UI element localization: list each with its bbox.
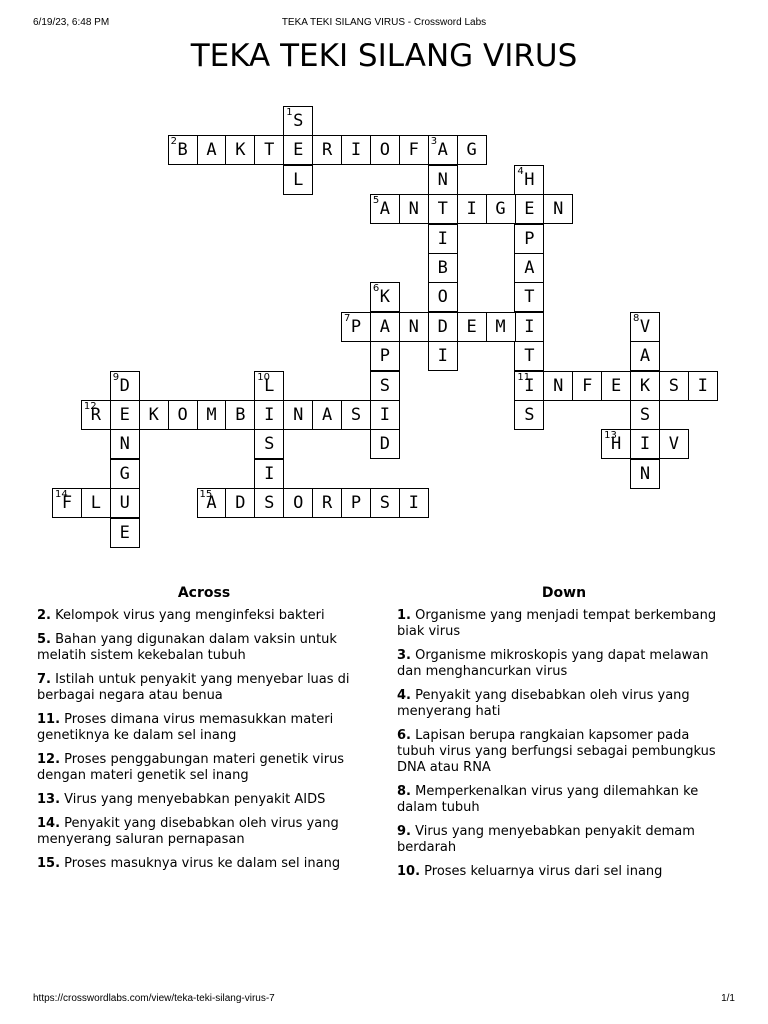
clue-item-text: Virus yang menyebabkan penyakit demam berdarah bbox=[397, 824, 695, 855]
clue-item-text: Virus yang menyebabkan penyakit AIDS bbox=[60, 792, 326, 807]
clue-number: 13 bbox=[604, 430, 617, 442]
grid-cell[interactable] bbox=[370, 371, 400, 401]
grid-cell[interactable] bbox=[254, 488, 284, 518]
grid-cell[interactable] bbox=[428, 135, 458, 165]
cell-letter: I bbox=[264, 405, 275, 425]
grid-cell[interactable] bbox=[254, 135, 284, 165]
grid-cell[interactable] bbox=[630, 459, 660, 489]
clue-number: 8 bbox=[633, 312, 640, 324]
grid-cell[interactable] bbox=[197, 135, 227, 165]
cell-letter: D bbox=[235, 493, 246, 514]
clue-item-text: Proses masuknya virus ke dalam sel inang bbox=[60, 856, 341, 871]
clue-item-text: Lapisan berupa rangkaian kapsomer pada tubuh virus yang berfungsi sebagai pembungkus DNA atau RNA bbox=[397, 728, 716, 775]
clue-item-text: Organisme mikroskopis yang dapat melawan dan menghancurkan virus bbox=[397, 648, 709, 679]
grid-cell[interactable] bbox=[399, 312, 429, 342]
grid-cell[interactable] bbox=[399, 488, 429, 518]
clue-item bbox=[397, 608, 731, 640]
clue-number: 9 bbox=[112, 371, 120, 383]
grid-cell[interactable] bbox=[428, 224, 458, 254]
grid-cell[interactable] bbox=[370, 488, 400, 518]
cell-letter: F bbox=[61, 493, 73, 514]
clue-item-text: Proses penggabungan materi genetik virus dengan materi genetik sel inang bbox=[37, 752, 345, 783]
cell-letter: G bbox=[119, 463, 130, 484]
clue-number: 10 bbox=[257, 371, 271, 383]
clue-item-number: 11. bbox=[37, 712, 61, 727]
cell-letter: N bbox=[119, 434, 130, 455]
grid-cell[interactable] bbox=[399, 135, 429, 165]
cell-letter: N bbox=[408, 199, 419, 220]
print-datetime: 6/19/23, 6:48 PM bbox=[33, 17, 110, 28]
grid-cell[interactable] bbox=[457, 135, 487, 165]
grid-cell[interactable] bbox=[514, 341, 544, 371]
grid-cell[interactable] bbox=[543, 194, 573, 224]
clue-item bbox=[37, 792, 371, 808]
cell-letter: I bbox=[524, 316, 535, 337]
grid-cell[interactable] bbox=[197, 488, 227, 518]
grid-cell[interactable] bbox=[168, 400, 198, 430]
cell-letter: E bbox=[293, 140, 304, 161]
cell-letter: F bbox=[408, 140, 419, 161]
cell-letter: I bbox=[524, 375, 535, 396]
clue-item-text: Istilah untuk penyakit yang menyebar luas di berbagai negara atau benua bbox=[37, 672, 350, 703]
clue-item-text: Kelompok virus yang menginfeksi bakteri bbox=[50, 608, 325, 623]
clue-item-number: 3. bbox=[397, 648, 411, 663]
cell-letter: A bbox=[321, 405, 333, 425]
print-page-number: 1/1 bbox=[721, 993, 735, 1004]
cell-letter: K bbox=[235, 140, 246, 161]
clue-item-number: 10. bbox=[397, 864, 421, 879]
grid-cell[interactable] bbox=[283, 400, 313, 430]
grid-cell[interactable] bbox=[254, 429, 284, 459]
clue-item bbox=[397, 824, 731, 856]
clue-item-number: 15. bbox=[37, 856, 61, 871]
cell-letter: S bbox=[293, 111, 304, 131]
grid-cell[interactable] bbox=[428, 194, 458, 224]
grid-cell[interactable] bbox=[370, 400, 400, 430]
grid-cell[interactable] bbox=[486, 312, 516, 342]
cell-letter: L bbox=[90, 493, 102, 514]
cell-letter: R bbox=[321, 493, 333, 514]
cell-letter: I bbox=[697, 375, 708, 396]
cell-letter: D bbox=[437, 316, 448, 337]
grid-cell[interactable] bbox=[312, 488, 342, 518]
cell-letter: K bbox=[148, 405, 159, 425]
grid-cell[interactable] bbox=[688, 371, 718, 401]
clue-number: 12 bbox=[83, 401, 97, 412]
cell-letter: I bbox=[466, 199, 477, 220]
clue-item bbox=[37, 816, 371, 848]
grid-cell[interactable] bbox=[514, 400, 544, 430]
cell-letter: S bbox=[639, 405, 651, 425]
grid-cell[interactable] bbox=[659, 371, 689, 401]
clue-item-number: 7. bbox=[37, 672, 51, 687]
cell-letter: N bbox=[293, 405, 304, 425]
grid-cell[interactable] bbox=[312, 400, 342, 430]
clue-item-number: 13. bbox=[37, 792, 61, 807]
page-title: TEKA TEKI SILANG VIRUS bbox=[190, 38, 578, 74]
clue-item-text: Proses dimana virus memasukkan materi genetiknya ke dalam sel inang bbox=[37, 712, 334, 743]
cell-letter: K bbox=[379, 287, 391, 308]
grid-cell[interactable] bbox=[370, 135, 400, 165]
grid-cell[interactable] bbox=[110, 371, 140, 401]
clue-item bbox=[37, 856, 371, 872]
grid-cell[interactable] bbox=[630, 341, 660, 371]
grid-cell[interactable] bbox=[341, 312, 371, 342]
cell-letter: S bbox=[264, 493, 275, 514]
clue-item bbox=[397, 864, 731, 880]
cell-letter: S bbox=[524, 405, 535, 425]
grid-cell[interactable] bbox=[399, 194, 429, 224]
grid-cell[interactable] bbox=[514, 253, 544, 283]
cell-letter: A bbox=[639, 346, 651, 367]
across-heading: Across bbox=[177, 585, 231, 601]
cell-letter: O bbox=[379, 140, 391, 161]
cell-letter: N bbox=[437, 169, 448, 190]
clue-item-text: Proses keluarnya virus dari sel inang bbox=[420, 864, 663, 879]
grid-cell[interactable] bbox=[428, 341, 458, 371]
grid-cell[interactable] bbox=[225, 488, 255, 518]
cell-letter: I bbox=[437, 346, 448, 367]
clue-item bbox=[37, 632, 371, 664]
cell-letter: S bbox=[350, 405, 362, 425]
grid-cell[interactable] bbox=[110, 459, 140, 489]
grid-cell[interactable] bbox=[225, 400, 255, 430]
clue-item-text: Penyakit yang disebabkan oleh virus yang menyerang saluran pernapasan bbox=[37, 816, 339, 847]
grid-cell[interactable] bbox=[312, 135, 342, 165]
cell-letter: I bbox=[350, 140, 362, 161]
grid-cell[interactable] bbox=[197, 400, 227, 430]
cell-letter: I bbox=[639, 434, 651, 455]
cell-letter: G bbox=[466, 140, 477, 161]
cell-letter: N bbox=[639, 463, 651, 484]
grid-cell[interactable] bbox=[659, 429, 689, 459]
cell-letter: N bbox=[408, 316, 419, 337]
cell-letter: B bbox=[235, 405, 246, 425]
cell-letter: K bbox=[639, 375, 651, 396]
clue-item-number: 4. bbox=[397, 688, 411, 703]
cell-letter: I bbox=[264, 463, 275, 484]
grid-cell[interactable] bbox=[514, 194, 544, 224]
grid-cell[interactable] bbox=[514, 371, 544, 401]
clue-item bbox=[397, 728, 731, 776]
grid-cell[interactable] bbox=[110, 429, 140, 459]
cell-letter: M bbox=[206, 405, 217, 425]
cell-letter: R bbox=[90, 405, 102, 425]
grid-cell[interactable] bbox=[630, 429, 660, 459]
cell-letter: E bbox=[524, 199, 535, 220]
cell-letter: E bbox=[119, 405, 130, 425]
cell-letter: P bbox=[524, 228, 535, 249]
clue-item-text: Penyakit yang disebabkan oleh virus yang menyerang hati bbox=[397, 688, 690, 719]
grid-cell[interactable] bbox=[370, 312, 400, 342]
cell-letter: N bbox=[553, 375, 564, 396]
grid-cell[interactable] bbox=[168, 135, 198, 165]
grid-cell[interactable] bbox=[110, 400, 140, 430]
cell-letter: P bbox=[379, 346, 391, 367]
down-clues bbox=[397, 585, 731, 888]
clue-number: 15 bbox=[199, 489, 213, 501]
cell-letter: R bbox=[321, 140, 333, 161]
cell-letter: S bbox=[379, 375, 391, 396]
clue-number: 5 bbox=[372, 195, 380, 207]
clue-number: 3 bbox=[430, 136, 438, 148]
grid-cell[interactable] bbox=[139, 400, 169, 430]
grid-cell[interactable] bbox=[370, 429, 400, 459]
grid-cell[interactable] bbox=[457, 312, 487, 342]
clue-item bbox=[397, 648, 731, 680]
clue-number: 4 bbox=[517, 165, 524, 177]
grid-cell[interactable] bbox=[428, 312, 458, 342]
grid-cell[interactable] bbox=[572, 371, 602, 401]
grid-cell[interactable] bbox=[254, 459, 284, 489]
clue-item-text: Memperkenalkan virus yang dilemahkan ke dalam tubuh bbox=[397, 784, 699, 815]
cell-letter: F bbox=[582, 375, 593, 396]
cell-letter: L bbox=[293, 169, 304, 190]
clue-item bbox=[37, 752, 371, 784]
clue-item-number: 14. bbox=[37, 816, 61, 831]
cell-letter: T bbox=[264, 140, 275, 161]
clue-item-number: 9. bbox=[397, 824, 411, 839]
cell-letter: D bbox=[379, 434, 391, 455]
grid-cell[interactable] bbox=[283, 135, 313, 165]
clue-number: 7 bbox=[344, 312, 351, 324]
clue-item-text: Bahan yang digunakan dalam vaksin untuk melatih sistem kekebalan tubuh bbox=[37, 632, 337, 663]
cell-letter: A bbox=[206, 493, 217, 514]
grid-cell[interactable] bbox=[110, 488, 140, 518]
cell-letter: B bbox=[177, 140, 188, 161]
grid-cell[interactable] bbox=[514, 165, 544, 195]
grid-cell[interactable] bbox=[428, 165, 458, 195]
grid-cell[interactable] bbox=[341, 488, 371, 518]
cell-letter: A bbox=[437, 140, 448, 161]
cell-letter: P bbox=[350, 493, 362, 514]
clue-item-number: 12. bbox=[37, 752, 61, 767]
cell-letter: G bbox=[495, 199, 506, 220]
grid-cell[interactable] bbox=[543, 371, 573, 401]
grid-cell[interactable] bbox=[283, 165, 313, 195]
clue-item bbox=[37, 712, 371, 744]
cell-letter: H bbox=[610, 434, 622, 455]
grid-cell[interactable] bbox=[341, 400, 371, 430]
grid-cell[interactable] bbox=[601, 429, 631, 459]
grid-cell[interactable] bbox=[486, 194, 516, 224]
grid-cell[interactable] bbox=[81, 488, 111, 518]
cell-letter: O bbox=[437, 287, 448, 308]
cell-letter: A bbox=[379, 199, 391, 220]
across-clue-list bbox=[37, 608, 371, 872]
clue-number: 11 bbox=[517, 371, 531, 383]
clue-number: 14 bbox=[55, 489, 68, 501]
grid-cell[interactable] bbox=[283, 488, 313, 518]
clue-item-number: 1. bbox=[397, 608, 411, 623]
grid-cell[interactable] bbox=[341, 135, 371, 165]
cell-letter: P bbox=[350, 316, 362, 337]
cell-letter: I bbox=[408, 493, 419, 514]
clue-item-number: 8. bbox=[397, 784, 411, 799]
grid-cell[interactable] bbox=[457, 194, 487, 224]
cell-letter: H bbox=[524, 169, 535, 190]
clue-item bbox=[397, 784, 731, 816]
cell-letter: A bbox=[379, 316, 391, 337]
grid-cell[interactable] bbox=[283, 106, 313, 136]
cell-letter: V bbox=[639, 316, 651, 337]
grid-cell[interactable] bbox=[630, 400, 660, 430]
across-clues bbox=[37, 585, 371, 880]
cell-letter: I bbox=[437, 228, 448, 249]
clue-item bbox=[37, 608, 371, 624]
cell-letter: N bbox=[553, 199, 564, 220]
cell-letter: T bbox=[437, 199, 448, 220]
grid-cell[interactable] bbox=[428, 253, 458, 283]
clue-item bbox=[37, 672, 371, 704]
grid-cell[interactable] bbox=[370, 282, 400, 312]
clue-item-number: 6. bbox=[397, 728, 411, 743]
cell-letter: E bbox=[466, 316, 477, 337]
cell-letter: V bbox=[668, 434, 680, 455]
grid-cell[interactable] bbox=[110, 518, 140, 548]
grid-cell[interactable] bbox=[370, 194, 400, 224]
grid-cell[interactable] bbox=[601, 371, 631, 401]
cell-letter: A bbox=[206, 140, 217, 161]
cell-letter: D bbox=[119, 375, 130, 396]
grid-cell[interactable] bbox=[514, 282, 544, 312]
cell-letter: T bbox=[524, 287, 535, 308]
clue-item bbox=[397, 688, 731, 720]
clue-item-number: 5. bbox=[37, 632, 51, 647]
grid-cell[interactable] bbox=[254, 371, 284, 401]
cell-letter: A bbox=[524, 258, 535, 278]
cell-letter: L bbox=[264, 375, 275, 396]
cell-letter: I bbox=[379, 405, 391, 425]
clue-number: 6 bbox=[372, 283, 380, 295]
grid-cell[interactable] bbox=[370, 341, 400, 371]
cell-letter: E bbox=[119, 522, 130, 543]
clue-item-text: Organisme yang menjadi tempat berkembang biak virus bbox=[397, 608, 717, 639]
grid-cell[interactable] bbox=[52, 488, 82, 518]
grid-cell[interactable] bbox=[428, 282, 458, 312]
down-heading: Down bbox=[541, 585, 587, 601]
clue-item-number: 2. bbox=[37, 608, 51, 623]
clue-number: 1 bbox=[286, 107, 293, 118]
print-url: https://crosswordlabs.com/view/teka-teki-silang-virus-7 bbox=[33, 993, 275, 1004]
clue-number: 2 bbox=[170, 136, 177, 148]
grid-cell[interactable] bbox=[225, 135, 255, 165]
grid-cell[interactable] bbox=[514, 312, 544, 342]
cell-letter: S bbox=[668, 375, 680, 396]
grid-cell[interactable] bbox=[254, 400, 284, 430]
cell-letter: M bbox=[495, 316, 506, 337]
cell-letter: O bbox=[177, 405, 188, 425]
cell-letter: O bbox=[293, 493, 304, 514]
print-tab-title: TEKA TEKI SILANG VIRUS - Crossword Labs bbox=[281, 17, 487, 28]
cell-letter: E bbox=[610, 375, 622, 396]
cell-letter: S bbox=[264, 434, 275, 455]
cell-letter: T bbox=[524, 346, 535, 367]
grid-cell[interactable] bbox=[81, 400, 111, 430]
grid-cell[interactable] bbox=[630, 312, 660, 342]
grid-cell[interactable] bbox=[630, 371, 660, 401]
cell-letter: U bbox=[119, 493, 130, 514]
down-clue-list bbox=[397, 608, 731, 880]
cell-letter: B bbox=[437, 258, 448, 278]
grid-cell[interactable] bbox=[514, 224, 544, 254]
cell-letter: S bbox=[379, 493, 391, 514]
